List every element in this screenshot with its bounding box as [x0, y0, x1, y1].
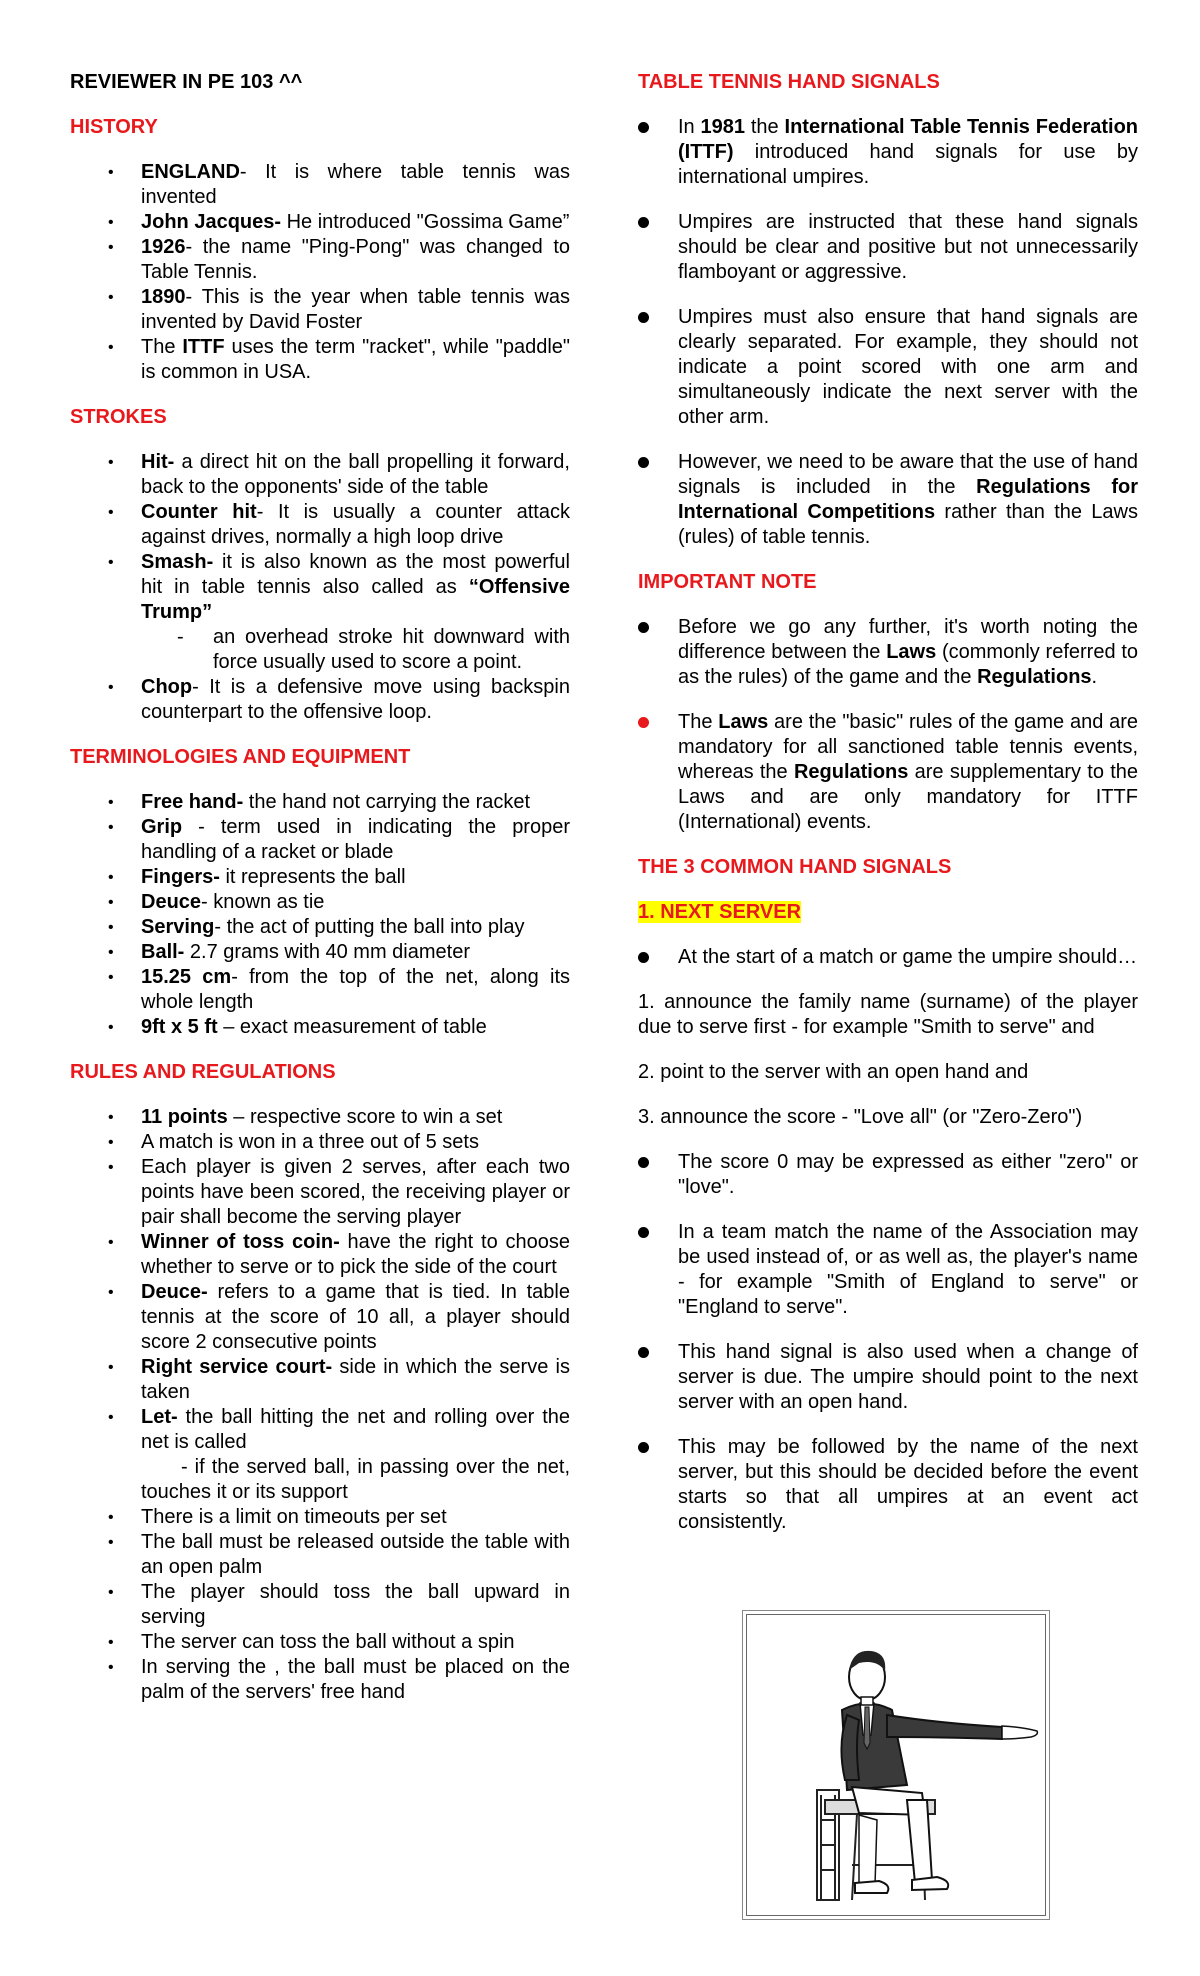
rules-list	[70, 1105, 570, 1705]
terms-list	[70, 790, 570, 1040]
list-item: • 1926- the name "Ping-Pong" was changed to Table Tennis.	[108, 236, 570, 283]
smash-subitem: - an overhead stroke hit downward with force usually used to score a point.	[177, 626, 570, 673]
right-column	[638, 70, 1138, 1555]
next-server-list-b	[638, 1150, 1138, 1535]
next-server-list-a	[638, 945, 1138, 970]
list-item: • Grip - term used in indicating the proper handling of a racket or blade	[108, 816, 570, 863]
list-item: • Each player is given 2 serves, after each two points have been scored, the receiving player or pair shall become the serving player	[108, 1156, 570, 1228]
left-column	[70, 70, 570, 1725]
terms-heading: TERMINOLOGIES AND EQUIPMENT	[70, 746, 411, 768]
list-item: • Winner of toss coin- have the right to choose whether to serve or to pick the side of the court	[108, 1231, 570, 1278]
list-item: • 1890- This is the year when table tennis was invented by David Foster	[108, 286, 570, 333]
list-item: The Laws are the "basic" rules of the game and are mandatory for all sanctioned table tennis events, whereas the Regulations are supplementary to the Laws and are only mandatory for ITTF (International) events.	[638, 710, 1138, 835]
list-item: • The player should toss the ball upward in serving	[108, 1581, 570, 1628]
list-item: • Ball- 2.7 grams with 40 mm diameter	[108, 941, 470, 963]
rules-heading: RULES AND REGULATIONS	[70, 1061, 336, 1083]
list-item: In a team match the name of the Association may be used instead of, or as well as, the player's name - for example "Smith of England to serve" or "England to serve".	[638, 1220, 1138, 1320]
list-item: • Chop- It is a defensive move using backspin counterpart to the offensive loop.	[108, 676, 570, 723]
list-item: This may be followed by the name of the next server, but this should be decided before the event starts so that all umpires at an event act consistently.	[638, 1435, 1138, 1535]
common-signals-heading: THE 3 COMMON HAND SIGNALS	[638, 856, 952, 878]
history-list	[70, 160, 570, 385]
list-item: Before we go any further, it's worth noting the difference between the Laws (commonly referred to as the rules) of the game and the Regulations.	[638, 615, 1138, 690]
list-item: This hand signal is also used when a change of server is due. The umpire should point to the next server with an open hand.	[638, 1340, 1138, 1415]
list-item: • The server can toss the ball without a spin	[108, 1631, 515, 1653]
let-continuation: - if the served ball, in passing over the net, touches it or its support	[141, 1456, 570, 1503]
list-item: • ENGLAND- It is where table tennis was invented	[108, 161, 570, 208]
list-item: • 9ft x 5 ft – exact measurement of table	[108, 1016, 487, 1038]
signals-list	[638, 115, 1138, 550]
list-item: • Counter hit- It is usually a counter attack against drives, normally a high loop drive	[108, 501, 570, 548]
list-item: • A match is won in a three out of 5 sets	[108, 1131, 479, 1153]
step-3: 3. announce the score - "Love all" (or "Zero-Zero")	[638, 1106, 1083, 1128]
list-item: • The ball must be released outside the table with an open palm	[108, 1531, 570, 1578]
list-item: • John Jacques- He introduced "Gossima Game”	[108, 211, 570, 233]
list-item: • 11 points – respective score to win a set	[108, 1106, 503, 1128]
list-item: • Deuce- known as tie	[108, 891, 325, 913]
list-item: Umpires must also ensure that hand signals are clearly separated. For example, they should not indicate a point scored with one arm and simultaneously indicate the next server with the other arm.	[638, 305, 1138, 430]
list-item: The score 0 may be expressed as either "zero" or "love".	[638, 1150, 1138, 1200]
list-item: • In serving the , the ball must be placed on the palm of the servers' free hand	[108, 1656, 570, 1703]
list-item: • Deuce- refers to a game that is tied. In table tennis at the score of 10 all, a player should score 2 consecutive points	[108, 1281, 570, 1353]
note-list	[638, 615, 1138, 835]
list-item: However, we need to be aware that the use of hand signals is included in the Regulations for International Competitions rather than the Laws (rules) of table tennis.	[638, 450, 1138, 550]
list-item: • There is a limit on timeouts per set	[108, 1506, 447, 1528]
history-heading: HISTORY	[70, 116, 158, 138]
step-2: 2. point to the server with an open hand and	[638, 1061, 1029, 1083]
umpire-figure-icon	[747, 1615, 1045, 1915]
umpire-next-server-illustration	[746, 1614, 1046, 1916]
next-server-subheading: 1. NEXT SERVER	[638, 901, 802, 923]
step-1: 1. announce the family name (surname) of the player due to serve first - for example "Smith to serve" and	[638, 991, 1138, 1038]
list-item: • Right service court- side in which the serve is taken	[108, 1356, 570, 1403]
list-item: • The ITTF uses the term "racket", while "paddle" is common in USA.	[108, 336, 570, 383]
strokes-list	[70, 450, 570, 725]
signals-heading: TABLE TENNIS HAND SIGNALS	[638, 71, 940, 93]
document-title: REVIEWER IN PE 103 ^^	[70, 71, 303, 93]
list-item: • Free hand- the hand not carrying the racket	[108, 791, 531, 813]
list-item: • Hit- a direct hit on the ball propelling it forward, back to the opponents' side of the table	[108, 451, 570, 498]
list-item: • 15.25 cm- from the top of the net, along its whole length	[108, 966, 571, 1013]
note-heading: IMPORTANT NOTE	[638, 571, 817, 593]
list-item: In 1981 the International Table Tennis Federation (ITTF) introduced hand signals for use by international umpires.	[638, 115, 1138, 190]
list-item: • Serving- the act of putting the ball into play	[108, 916, 525, 938]
list-item: At the start of a match or game the umpire should…	[638, 945, 1138, 970]
list-item: • Fingers- it represents the ball	[108, 866, 406, 888]
list-item: Umpires are instructed that these hand signals should be clear and positive but not unnecessarily flamboyant or aggressive.	[638, 210, 1138, 285]
list-item: • Smash- it is also known as the most powerful hit in table tennis also called as “Offensive Trump” - an overhead stroke hit downward with force usually used to score a point.	[70, 550, 570, 675]
list-item: • Let- the ball hitting the net and rolling over the net is called - if the served ball, in passing over the net, touches it or its support	[108, 1406, 570, 1503]
strokes-heading: STROKES	[70, 406, 167, 428]
